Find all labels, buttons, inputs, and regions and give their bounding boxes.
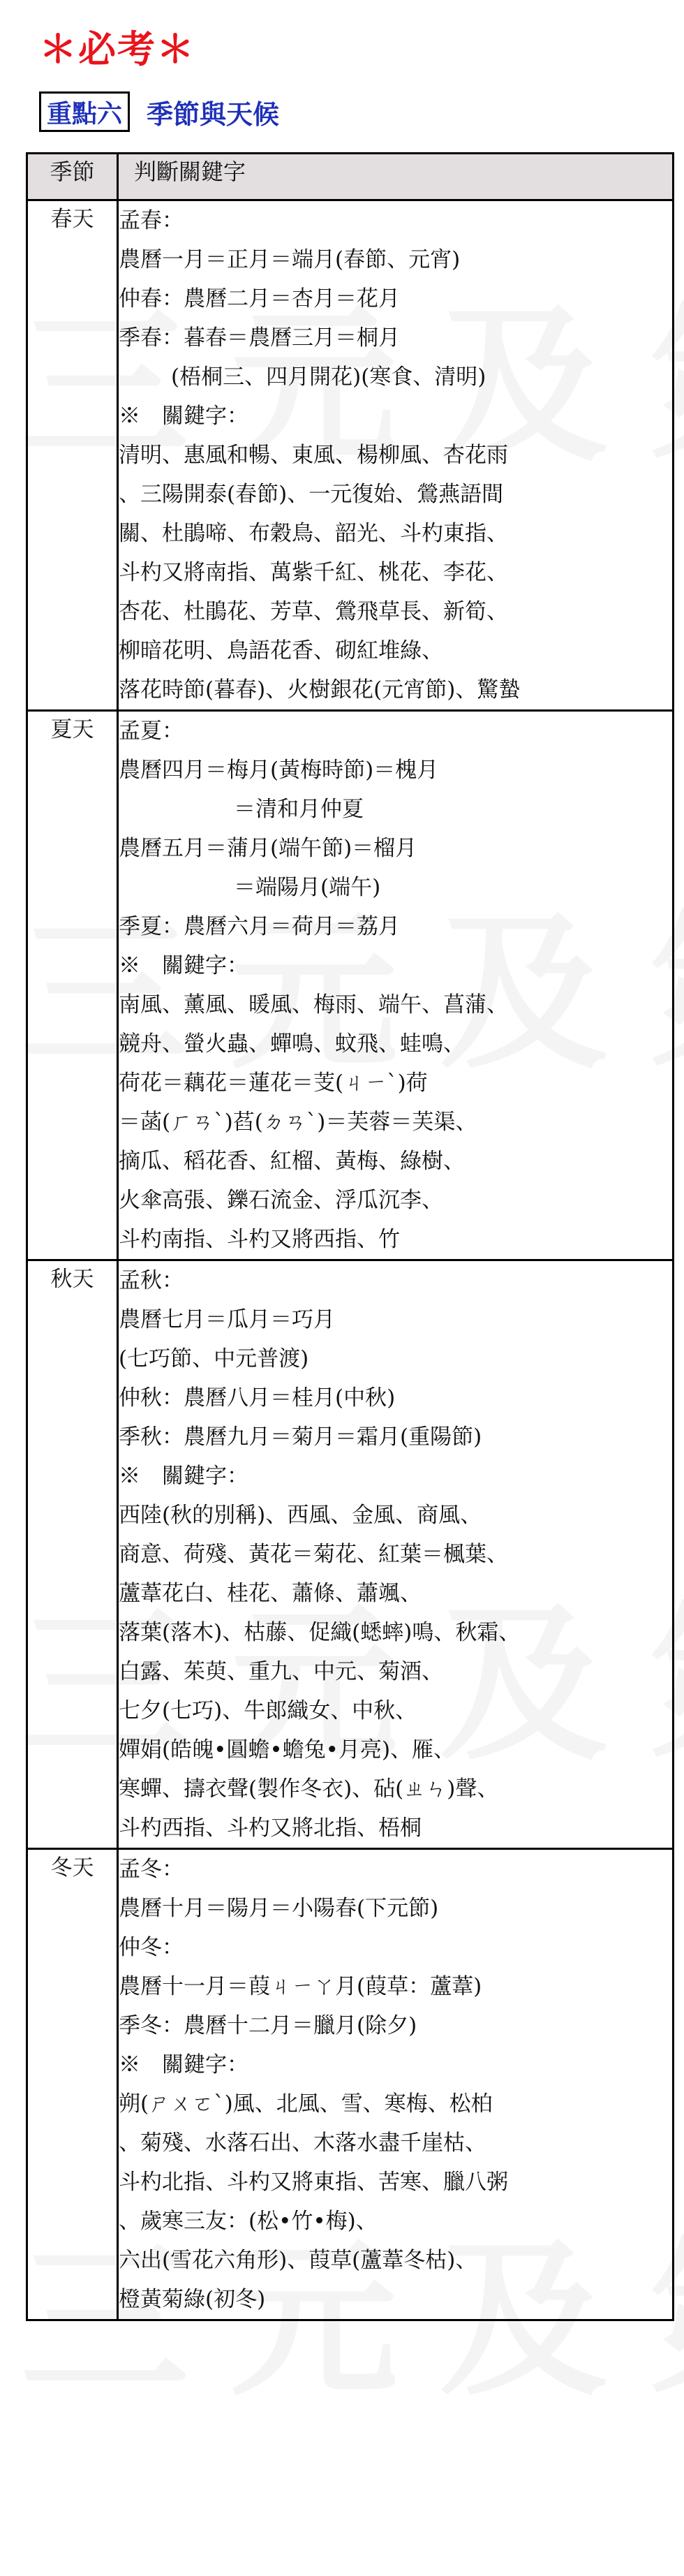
keywords-cell <box>118 711 674 1260</box>
keyword-line: 西陸(秋的別稱)、西風、金風、商風、 <box>119 1503 482 1528</box>
season-cell: 春天 <box>27 200 118 711</box>
keyword-line: 荷花＝藕花＝蓮花＝芰(ㄐㄧˋ)荷 <box>119 1070 428 1096</box>
keywords-cell <box>118 1849 674 2320</box>
keyword-line: 農曆四月＝梅月(黃梅時節)＝槐月 <box>119 758 439 783</box>
keyword-line: 季秋：農曆九月＝菊月＝霜月(重陽節) <box>119 1425 482 1450</box>
keywords-cell <box>118 200 674 711</box>
keyword-line: 商意、荷殘、黃花＝菊花、紅葉＝楓葉、 <box>119 1542 508 1567</box>
keyword-line: 、菊殘、水落石出、木落水盡千崖枯、 <box>119 2130 486 2156</box>
keyword-line: ※ 關鍵字： <box>119 1464 248 1489</box>
keyword-line: 落花時節(暮春)、火樹銀花(元宵節)、驚蟄 <box>119 677 521 702</box>
keyword-line: 清明、惠風和暢、東風、楊柳風、杏花雨 <box>119 443 508 468</box>
keyword-line: 斗杓西指、斗杓又將北指、梧桐 <box>119 1816 422 1841</box>
keyword-line: 斗杓北指、斗杓又將東指、苦寒、臘八粥 <box>119 2170 508 2195</box>
keyword-line: 仲春：農曆二月＝杏月＝花月 <box>119 286 400 311</box>
keyword-line: ※ 關鍵字： <box>119 2052 248 2077</box>
keyword-line: 白露、茱萸、重九、中元、菊酒、 <box>119 1659 443 1684</box>
keyword-line: 摘瓜、稻花香、紅榴、黃梅、綠樹、 <box>119 1149 465 1174</box>
season-keyword-table <box>26 152 674 2321</box>
table-row <box>27 1260 674 1849</box>
keyword-line: 朔(ㄕㄨㄛˋ)風、北風、雪、寒梅、松柏 <box>119 2091 493 2117</box>
column-header-season: 季節 <box>27 154 118 200</box>
keyword-line: 斗杓又將南指、萬紫千紅、桃花、李花、 <box>119 560 508 585</box>
keyword-line: 、歲寒三友：(松•竹•梅)、 <box>119 2209 378 2234</box>
keyword-line: 孟秋： <box>119 1268 184 1293</box>
keyword-line: 農曆七月＝瓜月＝巧月 <box>119 1307 335 1332</box>
keyword-line: 孟冬： <box>119 1857 184 1882</box>
keyword-line: ※ 關鍵字： <box>119 404 248 429</box>
keyword-line: ＝菡(ㄏㄢˋ)萏(ㄉㄢˋ)＝芙蓉＝芙渠、 <box>119 1110 477 1135</box>
table-row <box>27 200 674 711</box>
keyword-line: 南風、薰風、暖風、梅雨、端午、菖蒲、 <box>119 992 508 1017</box>
keyword-line: 蘆葦花白、桂花、蕭條、蕭颯、 <box>119 1581 422 1606</box>
keyword-line: 火傘高張、鑠石流金、浮瓜沉李、 <box>119 1188 443 1213</box>
table-row <box>27 1849 674 2320</box>
keyword-line: 橙黃菊綠(初冬) <box>119 2287 266 2312</box>
must-test-label: ＊必考＊ <box>39 27 195 71</box>
keyword-line: (七巧節、中元普渡) <box>119 1346 309 1371</box>
keyword-line: 農曆十一月＝葭ㄐㄧㄚ月(葭草：蘆葦) <box>119 1974 482 1999</box>
keyword-line: 仲秋：農曆八月＝桂月(中秋) <box>119 1385 396 1411</box>
season-cell: 冬天 <box>27 1849 118 2320</box>
keyword-line: ＝端陽月(端午) <box>234 875 381 900</box>
keyword-line: 農曆五月＝蒲月(端午節)＝榴月 <box>119 836 417 861</box>
keyword-line: 落葉(落木)、枯藤、促織(蟋蟀)鳴、秋霜、 <box>119 1620 521 1645</box>
keyword-line: 季春：暮春＝農曆三月＝桐月 <box>119 325 400 351</box>
keyword-line: 季冬：農曆十二月＝臘月(除夕) <box>119 2013 417 2038</box>
table-row <box>27 711 674 1260</box>
keyword-line: 農曆一月＝正月＝端月(春節、元宵) <box>119 247 461 272</box>
keywords-cell <box>118 1260 674 1849</box>
keyword-line: 競舟、螢火蟲、蟬鳴、蚊飛、蛙鳴、 <box>119 1031 465 1057</box>
keyword-line: 柳暗花明、鳥語花香、砌紅堆綠、 <box>119 638 443 663</box>
table-header-row <box>27 154 674 200</box>
keyword-line: 杏花、杜鵑花、芳草、鶯飛草長、新筍、 <box>119 599 508 624</box>
keyword-line: ※ 關鍵字： <box>119 953 248 978</box>
section-title: 季節與天候 <box>147 98 280 130</box>
keyword-line: 孟春： <box>119 208 184 233</box>
keyword-line: 農曆十月＝陽月＝小陽春(下元節) <box>119 1896 439 1921</box>
keyword-line: (梧桐三、四月開花)(寒食、清明) <box>171 365 486 390</box>
keyword-line: 寒蟬、擣衣聲(製作冬衣)、砧(ㄓㄣ)聲、 <box>119 1776 499 1802</box>
keyword-line: 、三陽開泰(春節)、一元復始、鶯燕語間 <box>119 482 504 507</box>
point-badge: 重點六 <box>39 91 130 132</box>
keyword-line: 斗杓南指、斗杓又將西指、竹 <box>119 1227 400 1252</box>
keyword-line: 嬋娟(皓魄•圓蟾•蟾兔•月亮)、雁、 <box>119 1737 456 1762</box>
season-cell: 夏天 <box>27 711 118 1260</box>
keyword-line: 關、杜鵑啼、布穀鳥、韶光、斗杓東指、 <box>119 521 508 546</box>
keyword-line: ＝清和月仲夏 <box>234 797 364 822</box>
keyword-line: 季夏：農曆六月＝荷月＝荔月 <box>119 914 400 939</box>
keyword-line: 孟夏： <box>119 719 184 744</box>
keyword-line: 七夕(七巧)、牛郎織女、中秋、 <box>119 1698 417 1723</box>
keyword-line: 六出(雪花六角形)、葭草(蘆葦冬枯)、 <box>119 2248 477 2273</box>
section-heading <box>39 89 279 134</box>
keyword-line: 仲冬： <box>119 1935 184 1960</box>
column-header-keywords: 判斷關鍵字 <box>118 154 674 200</box>
season-cell: 秋天 <box>27 1260 118 1849</box>
